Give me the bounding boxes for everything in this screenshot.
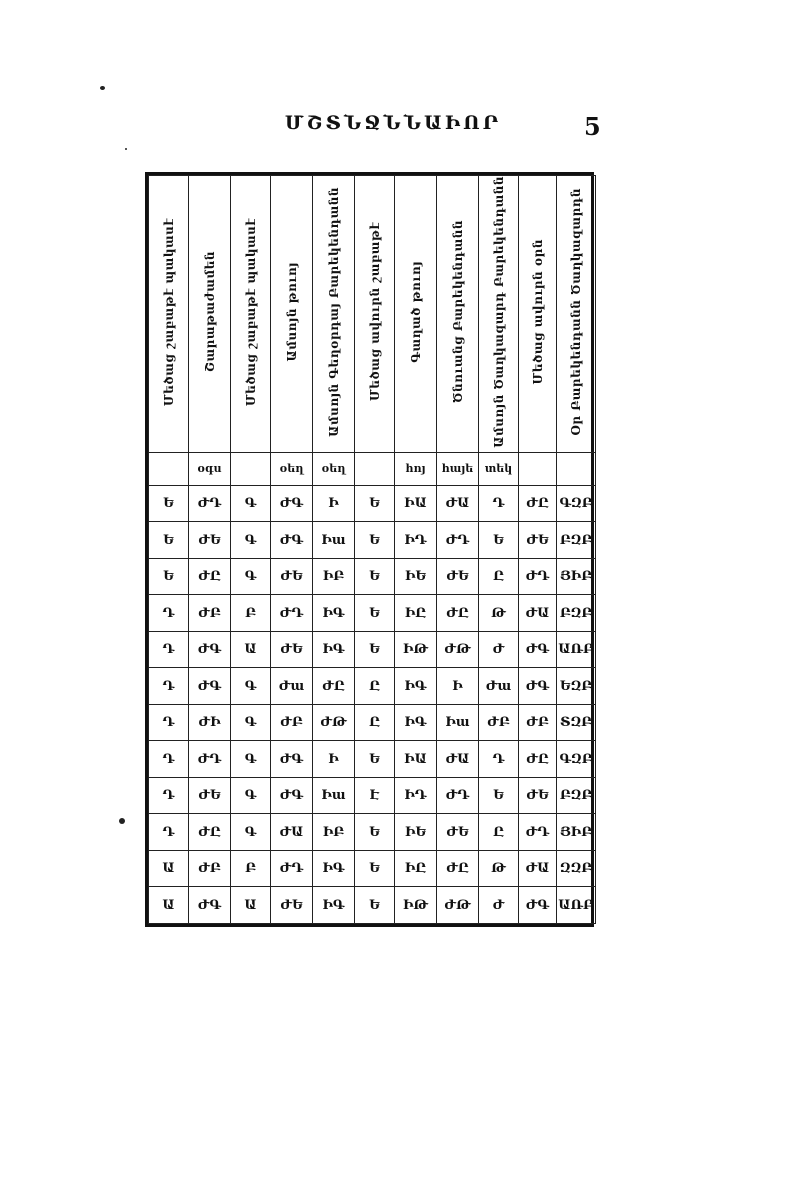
- table-cell: Ե: [355, 850, 395, 887]
- table-cell: ԺԳ: [519, 887, 557, 924]
- table-cell: Ի: [437, 668, 479, 705]
- table-cell: ԺԲ: [189, 595, 231, 632]
- table-cell: Գ: [231, 814, 271, 851]
- table-cell: ԳԶԲ: [557, 485, 596, 522]
- column-header: Շարաթաժամեն: [189, 176, 231, 453]
- table-cell: ԻԳ: [313, 595, 355, 632]
- table-row: [149, 668, 596, 705]
- table-cell: Դ: [149, 777, 189, 814]
- table-cell: ԺԴ: [519, 558, 557, 595]
- table-cell: Ի: [313, 485, 355, 522]
- table-cell: ԻԹ: [395, 631, 437, 668]
- table-cell: Ը: [355, 668, 395, 705]
- table-cell: Ը: [479, 814, 519, 851]
- table-cell: Թ: [479, 595, 519, 632]
- table-cell: ԳԶԲ: [557, 741, 596, 778]
- table-cell: ԺԴ: [189, 485, 231, 522]
- abbreviation-cell: [149, 452, 189, 485]
- table-cell: Ե: [479, 777, 519, 814]
- table-cell: Գ: [231, 704, 271, 741]
- table-cell: ԲԶԲ: [557, 595, 596, 632]
- table-cell: ԺԳ: [271, 522, 313, 559]
- table-cell: ԺԸ: [189, 814, 231, 851]
- table-cell: ԺԳ: [271, 777, 313, 814]
- table-cell: Ե: [355, 485, 395, 522]
- table-cell: ԺԸ: [519, 741, 557, 778]
- table-cell: Ե: [149, 558, 189, 595]
- table-row: [149, 704, 596, 741]
- table-cell: ԺԵ: [519, 522, 557, 559]
- table-cell: Գ: [231, 558, 271, 595]
- table-cell: ԺԱ: [437, 741, 479, 778]
- table-cell: Ե: [149, 522, 189, 559]
- column-header: Մեծաց ավուրն շաբաթէ: [355, 176, 395, 453]
- table-cell: Ժա: [271, 668, 313, 705]
- table-cell: ԻԵ: [395, 558, 437, 595]
- abbreviation-cell: [519, 452, 557, 485]
- table-cell: ԺԳ: [189, 668, 231, 705]
- table-cell: ԺԳ: [189, 887, 231, 924]
- abbreviation-cell: տեկ: [479, 452, 519, 485]
- table-cell: ԺԴ: [271, 850, 313, 887]
- table-row: [149, 850, 596, 887]
- table-cell: Դ: [149, 814, 189, 851]
- table-cell: ԻԹ: [395, 887, 437, 924]
- table-cell: ԱՌԲ: [557, 631, 596, 668]
- table-cell: ԺԹ: [313, 704, 355, 741]
- table-cell: ԻԳ: [313, 850, 355, 887]
- speck: [100, 86, 105, 90]
- table-cell: ԺԵ: [271, 887, 313, 924]
- table-cell: ԺԳ: [189, 631, 231, 668]
- table-cell: Ե: [355, 814, 395, 851]
- table-cell: Ե: [479, 522, 519, 559]
- table-cell: ԻԸ: [395, 850, 437, 887]
- abbreviation-row: [149, 452, 596, 485]
- table-cell: ԻԳ: [395, 704, 437, 741]
- column-header: Մեծաց ավուրն օրն: [519, 176, 557, 453]
- table-cell: ԺԵ: [437, 558, 479, 595]
- table-cell: ԺԵ: [271, 631, 313, 668]
- column-header: Մեծաց շաբաթէ պակասէ: [149, 176, 189, 453]
- table-cell: ԺԲ: [519, 704, 557, 741]
- table-cell: ԱՌԲ: [557, 887, 596, 924]
- table-cell: Ա: [231, 887, 271, 924]
- table-cell: Ի: [313, 741, 355, 778]
- table-cell: ԺԸ: [437, 595, 479, 632]
- table-cell: ԺԸ: [313, 668, 355, 705]
- table-cell: Ժ: [479, 887, 519, 924]
- table-cell: ԵԶԲ: [557, 668, 596, 705]
- table-cell: Դ: [149, 595, 189, 632]
- table-cell: Ե: [355, 631, 395, 668]
- table-cell: Ե: [355, 887, 395, 924]
- table-cell: ԺԵ: [519, 777, 557, 814]
- table-cell: ԻԵ: [395, 814, 437, 851]
- table-cell: ԺԸ: [189, 558, 231, 595]
- page-title: ՄՇՏՆՋՆՆԱԻՈՐ: [284, 112, 502, 134]
- table-cell: ԻԳ: [313, 631, 355, 668]
- table-cell: ՅԻԲ: [557, 814, 596, 851]
- table-cell: ԺԳ: [519, 668, 557, 705]
- table-cell: Դ: [149, 741, 189, 778]
- abbreviation-cell: հոյ: [395, 452, 437, 485]
- table-cell: Ժ: [479, 631, 519, 668]
- table-cell: Ե: [149, 485, 189, 522]
- page-number: 5: [584, 112, 601, 141]
- table-cell: ԺԱ: [271, 814, 313, 851]
- table-cell: ԻԲ: [313, 814, 355, 851]
- table-cell: Է: [355, 777, 395, 814]
- table-row: [149, 522, 596, 559]
- table-cell: ՏԶԲ: [557, 704, 596, 741]
- table-cell: Իա: [313, 522, 355, 559]
- table-cell: ԻԲ: [313, 558, 355, 595]
- table-cell: ԺԱ: [519, 595, 557, 632]
- table-cell: ԺԳ: [519, 631, 557, 668]
- table-cell: Ա: [149, 850, 189, 887]
- table-cell: ԺԴ: [437, 777, 479, 814]
- table-cell: ԺԱ: [519, 850, 557, 887]
- table-cell: ԺԴ: [519, 814, 557, 851]
- abbreviation-cell: օգս: [189, 452, 231, 485]
- table-cell: ԺԻ: [189, 704, 231, 741]
- table-cell: ԻԸ: [395, 595, 437, 632]
- table-cell: ԺԸ: [519, 485, 557, 522]
- table-cell: Ը: [479, 558, 519, 595]
- table-cell: ԺԲ: [479, 704, 519, 741]
- table-cell: Իա: [437, 704, 479, 741]
- table-cell: ԺԴ: [437, 522, 479, 559]
- table-cell: ԺԹ: [437, 887, 479, 924]
- column-header: Ամսոյն Գեղօրդայ Բարեկենդանն: [313, 176, 355, 453]
- table-cell: ԻԱ: [395, 741, 437, 778]
- table-cell: ԺԹ: [437, 631, 479, 668]
- table-cell: Գ: [231, 522, 271, 559]
- table-cell: ԲԶԲ: [557, 522, 596, 559]
- table-row: [149, 558, 596, 595]
- table-cell: Իա: [313, 777, 355, 814]
- table-row: [149, 595, 596, 632]
- table-cell: ՅԻԲ: [557, 558, 596, 595]
- table-row: [149, 741, 596, 778]
- table-cell: Թ: [479, 850, 519, 887]
- table-cell: ԺԵ: [271, 558, 313, 595]
- table-cell: Դ: [149, 704, 189, 741]
- calendar-table: [148, 175, 596, 924]
- abbreviation-cell: օեղ: [271, 452, 313, 485]
- table-cell: Ա: [149, 887, 189, 924]
- table-cell: ԻԴ: [395, 777, 437, 814]
- table-cell: ԺԵ: [189, 522, 231, 559]
- table-cell: ԺԵ: [189, 777, 231, 814]
- table-cell: Դ: [479, 485, 519, 522]
- header-row: [149, 176, 596, 453]
- column-header: Ամսոյն թուոյ: [271, 176, 313, 453]
- table-cell: Ե: [355, 522, 395, 559]
- table-cell: ԺԸ: [437, 850, 479, 887]
- table-cell: Դ: [149, 668, 189, 705]
- table-row: [149, 631, 596, 668]
- table-row: [149, 485, 596, 522]
- table-cell: ԺԵ: [437, 814, 479, 851]
- table-cell: Բ: [231, 850, 271, 887]
- column-header: Ծնուանց Բարեկենդանն: [437, 176, 479, 453]
- abbreviation-cell: [355, 452, 395, 485]
- table-row: [149, 777, 596, 814]
- table-cell: ԻԱ: [395, 485, 437, 522]
- table-cell: ԶԶԲ: [557, 850, 596, 887]
- table-cell: ԻԳ: [395, 668, 437, 705]
- abbreviation-cell: [557, 452, 596, 485]
- table-cell: ԺԲ: [271, 704, 313, 741]
- table-cell: Դ: [149, 631, 189, 668]
- table-cell: ԺԲ: [189, 850, 231, 887]
- table-row: [149, 814, 596, 851]
- column-header: Գաղած թուոյ: [395, 176, 437, 453]
- table-cell: Ժա: [479, 668, 519, 705]
- table-cell: Ե: [355, 595, 395, 632]
- table-cell: Դ: [479, 741, 519, 778]
- table-cell: Գ: [231, 777, 271, 814]
- table-cell: Ե: [355, 741, 395, 778]
- table-row: [149, 887, 596, 924]
- column-header: Օր Բարեկենդանն Ծաղկազարդն: [557, 176, 596, 453]
- table-cell: Բ: [231, 595, 271, 632]
- abbreviation-cell: հայե: [437, 452, 479, 485]
- abbreviation-cell: [231, 452, 271, 485]
- table-cell: ԺԴ: [271, 595, 313, 632]
- speck: [119, 818, 125, 824]
- table-cell: Ը: [355, 704, 395, 741]
- column-header: Մեծաց շաբաթէ պակասէ: [231, 176, 271, 453]
- table-cell: Ե: [355, 558, 395, 595]
- table-cell: ԺԳ: [271, 741, 313, 778]
- column-header: Ամսոյն Ծաղկազարդ Բարեկենդանն: [479, 176, 519, 453]
- table-frame: [145, 172, 594, 927]
- table-cell: Գ: [231, 485, 271, 522]
- table-cell: ԺԱ: [437, 485, 479, 522]
- table-cell: ԻԴ: [395, 522, 437, 559]
- table-cell: ԺԳ: [271, 485, 313, 522]
- abbreviation-cell: օեղ: [313, 452, 355, 485]
- table-cell: Ա: [231, 631, 271, 668]
- table-cell: ԺԴ: [189, 741, 231, 778]
- table-cell: Գ: [231, 741, 271, 778]
- table-cell: Գ: [231, 668, 271, 705]
- table-cell: ԲԶԲ: [557, 777, 596, 814]
- speck: [125, 148, 127, 150]
- table-cell: ԻԳ: [313, 887, 355, 924]
